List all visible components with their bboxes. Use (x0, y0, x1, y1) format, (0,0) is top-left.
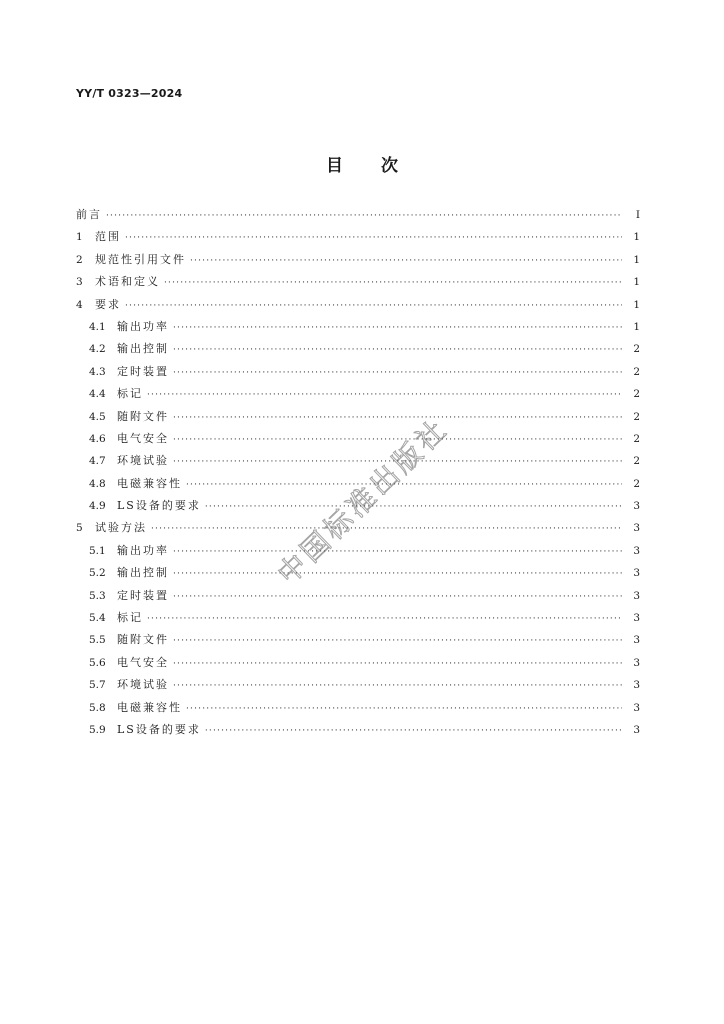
toc-entry[interactable] (76, 294, 640, 316)
toc-leader-dots (173, 407, 622, 429)
toc-entry-label: 环境试验 (117, 678, 169, 692)
toc-leader-dots (173, 317, 622, 339)
toc-entry-label: 试验方法 (95, 521, 147, 535)
toc-entry-page: 2 (633, 455, 640, 468)
toc-entry[interactable] (76, 719, 640, 741)
document-code: YY/T 0323—2024 (76, 87, 183, 100)
toc-entry-label: 环境试验 (117, 454, 169, 468)
toc-entry-label: 定时装置 (117, 588, 169, 602)
toc-entry-number: 4.6 (89, 432, 106, 445)
toc-entry-label: 电气安全 (117, 655, 169, 669)
toc-entry-page: 3 (633, 612, 640, 625)
toc-entry-number: 4.5 (89, 410, 106, 423)
toc-leader-dots (186, 698, 622, 720)
toc-entry-label: 范围 (95, 230, 121, 244)
toc-entry-page: 3 (633, 544, 640, 557)
toc-entry[interactable] (76, 226, 640, 248)
toc-leader-dots (173, 362, 622, 384)
toc-entry-label: 术语和定义 (95, 275, 160, 289)
toc-leader-dots (205, 496, 622, 518)
toc-leader-dots (151, 518, 622, 540)
toc-entry[interactable] (76, 316, 640, 338)
toc-entry-number: 5.4 (89, 612, 106, 625)
toc-entry[interactable] (76, 607, 640, 629)
toc-entry-label: 电磁兼容性 (117, 476, 182, 490)
toc-entry[interactable] (76, 450, 640, 472)
toc-entry-number: 2 (76, 253, 83, 266)
toc-entry-page: 2 (633, 388, 640, 401)
toc-entry-number: 5.5 (89, 634, 106, 647)
toc-entry-page: 3 (633, 723, 640, 736)
toc-entry-page: 2 (633, 410, 640, 423)
toc-leader-dots (173, 586, 622, 608)
toc-entry[interactable] (76, 361, 640, 383)
toc-entry[interactable] (76, 585, 640, 607)
toc-entry[interactable] (76, 271, 640, 293)
toc-leader-dots (173, 653, 622, 675)
toc-entry[interactable] (76, 562, 640, 584)
toc-entry-page: 3 (633, 522, 640, 535)
watermark: 中国标准出版社 (271, 411, 456, 591)
toc-entry-number: 5.7 (89, 679, 106, 692)
toc-leader-dots (173, 630, 622, 652)
toc-entry-label: 定时装置 (117, 364, 169, 378)
toc-entry[interactable] (76, 383, 640, 405)
toc-entry-number: 5.9 (89, 723, 106, 736)
toc-entry[interactable] (76, 540, 640, 562)
toc-entry-label: 前言 (76, 208, 102, 221)
toc-entry-page: 3 (633, 679, 640, 692)
toc-entry-number: 4.3 (89, 365, 106, 378)
toc-entry-label: 标记 (117, 611, 143, 625)
toc-entry-page: 1 (633, 253, 640, 266)
toc-entry-number: 5.3 (89, 589, 106, 602)
toc-entry-label: 输出控制 (117, 342, 169, 356)
toc-entry-number: 4.9 (89, 500, 106, 513)
toc-entry-page: 1 (633, 298, 640, 311)
page-title: 目次 (326, 156, 436, 176)
toc-entry[interactable] (76, 428, 640, 450)
toc-entry-label: 电气安全 (117, 431, 169, 445)
toc-leader-dots (173, 339, 622, 361)
toc-entry-page: 3 (633, 634, 640, 647)
toc-entry-label: 随附文件 (117, 409, 169, 423)
toc-entry-number: 4.4 (89, 388, 106, 401)
toc-entry[interactable] (76, 406, 640, 428)
toc-leader-dots (173, 675, 622, 697)
toc-entry-page: 2 (633, 365, 640, 378)
toc-entry-page: 3 (633, 567, 640, 580)
toc-entry-label: 输出功率 (117, 543, 169, 557)
toc-leader-dots (164, 272, 622, 294)
toc-entry-label: 输出功率 (117, 319, 169, 333)
toc-entry-page: 1 (633, 231, 640, 244)
toc-leader-dots (173, 563, 622, 585)
toc-leader-dots (205, 720, 622, 742)
toc-leader-dots (106, 205, 622, 227)
toc-entry-label: 规范性引用文件 (95, 252, 186, 266)
toc-entry-number: 5.8 (89, 701, 106, 714)
toc-leader-dots (147, 384, 622, 406)
toc-entry[interactable] (76, 697, 640, 719)
toc-entry-page: 3 (633, 656, 640, 669)
toc-leader-dots (125, 295, 622, 317)
toc-entry-label: 输出控制 (117, 566, 169, 580)
toc-leader-dots (125, 227, 622, 249)
toc-entry[interactable] (76, 338, 640, 360)
toc-entry[interactable] (76, 652, 640, 674)
toc-entry-number: 4.2 (89, 343, 106, 356)
toc-entry-label: LS设备的要求 (117, 499, 201, 513)
toc-entry-number: 1 (76, 231, 83, 244)
table-of-contents (76, 204, 640, 741)
toc-entry-number: 4 (76, 298, 83, 311)
toc-entry-page: 2 (633, 343, 640, 356)
toc-entry-label: 随附文件 (117, 633, 169, 647)
toc-leader-dots (190, 250, 622, 272)
toc-entry-page: 2 (633, 477, 640, 490)
toc-entry-label: 电磁兼容性 (117, 700, 182, 714)
toc-entry[interactable] (76, 674, 640, 696)
toc-entry-label: 要求 (95, 297, 121, 311)
toc-entry-page: Ⅰ (635, 209, 640, 221)
toc-leader-dots (147, 608, 622, 630)
toc-entry-number: 4.1 (89, 320, 106, 333)
toc-entry-number: 5 (76, 522, 83, 535)
toc-entry[interactable] (76, 629, 640, 651)
toc-entry-page: 3 (633, 701, 640, 714)
toc-entry[interactable] (76, 249, 640, 271)
toc-entry-page: 3 (633, 589, 640, 602)
toc-entry-label: LS设备的要求 (117, 722, 201, 736)
toc-entry-page: 2 (633, 432, 640, 445)
toc-entry[interactable] (76, 204, 640, 226)
toc-entry-number: 4.8 (89, 477, 106, 490)
toc-entry-number: 5.1 (89, 544, 106, 557)
toc-entry-page: 1 (633, 276, 640, 289)
toc-entry-label: 标记 (117, 387, 143, 401)
toc-entry-page: 3 (633, 500, 640, 513)
toc-entry-page: 1 (633, 320, 640, 333)
toc-entry-number: 5.6 (89, 656, 106, 669)
toc-entry-number: 4.7 (89, 455, 106, 468)
toc-entry-number: 3 (76, 276, 83, 289)
toc-entry-number: 5.2 (89, 567, 106, 580)
toc-leader-dots (173, 541, 622, 563)
